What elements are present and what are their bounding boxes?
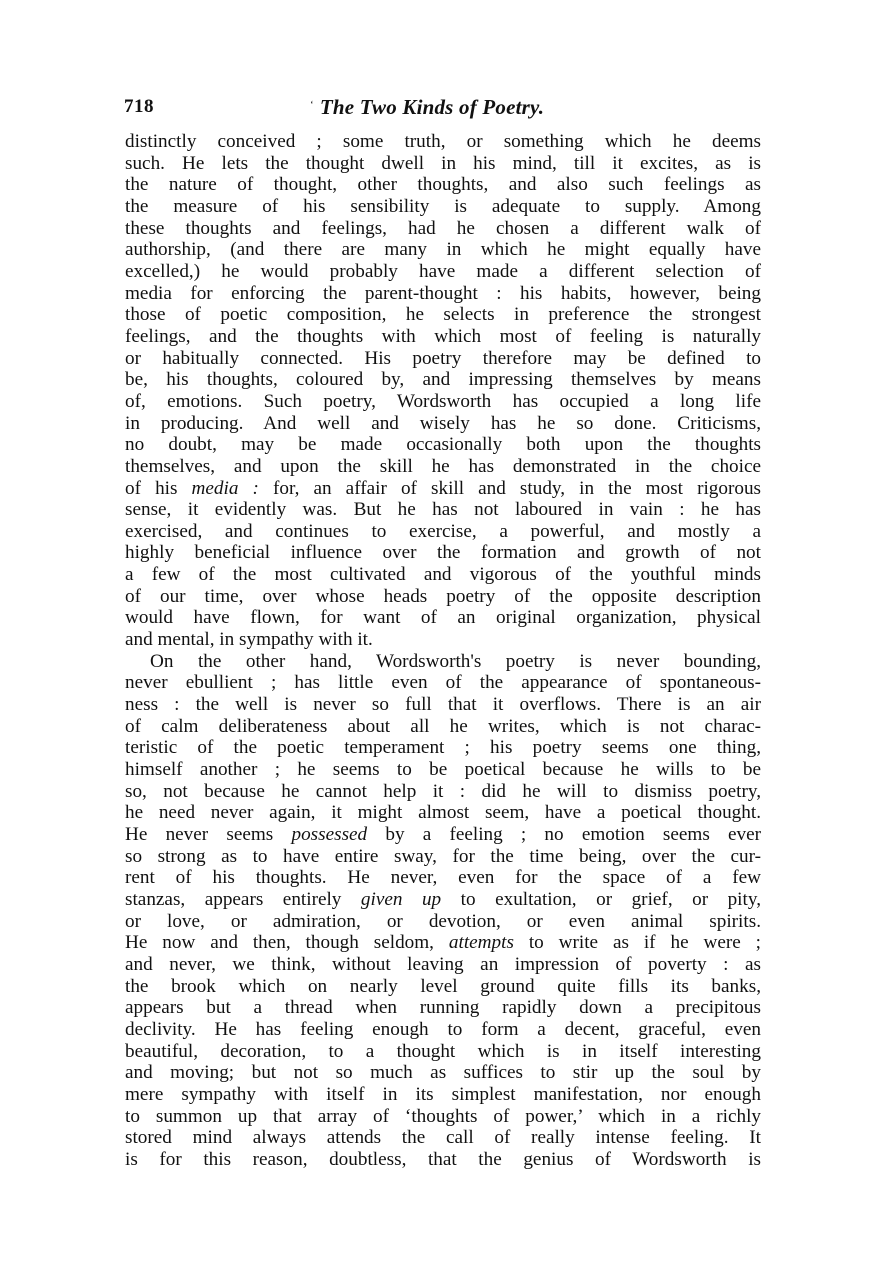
text-line — [125, 737, 761, 759]
text-run: of calm deliberateness about all he writes, which is not charac- — [125, 715, 761, 737]
italic-text: possessed — [291, 824, 368, 845]
paragraph — [125, 651, 761, 1171]
text-line — [125, 889, 761, 911]
body-text — [125, 131, 761, 1171]
text-line — [125, 759, 761, 781]
text-line — [125, 932, 761, 954]
text-line — [125, 672, 761, 694]
text-run: beautiful, decoration, to a thought which is in itself interesting — [125, 1040, 761, 1062]
text-line — [125, 607, 761, 629]
text-run: these thoughts and feelings, had he chosen a different walk of — [125, 217, 761, 239]
text-run: a few of the most cultivated and vigorous of the youthful minds — [125, 564, 761, 586]
text-line — [125, 586, 761, 608]
running-head — [124, 96, 762, 120]
text-run: distinctly conceived ; some truth, or something which he deems — [125, 131, 761, 152]
text-run: the measure of his sensibility is adequate to supply. Among — [125, 195, 761, 217]
text-line — [125, 499, 761, 521]
text-run: mere sympathy with itself in its simplest manifestation, nor enough — [125, 1083, 761, 1105]
text-line — [125, 239, 761, 261]
text-run: and never, we think, without leaving an impression of poverty : as — [125, 953, 761, 975]
text-run: declivity. He has feeling enough to form a decent, graceful, even — [125, 1018, 761, 1040]
text-run: or love, or admiration, or devotion, or even animal spirits. — [125, 910, 761, 932]
text-line — [125, 564, 761, 586]
text-line — [125, 196, 761, 218]
italic-text: given up — [360, 888, 442, 910]
text-line — [125, 348, 761, 370]
text-line — [125, 911, 761, 933]
text-line — [125, 694, 761, 716]
text-run: never ebullient ; has little even of the appearance of spontaneous- — [125, 672, 761, 694]
text-line — [125, 1062, 761, 1084]
text-run: and mental, in sympathy with it. — [125, 629, 373, 651]
text-run: in producing. And well and wisely has he so done. Criticisms, — [125, 412, 761, 434]
text-run: exercised, and continues to exercise, a powerful, and mostly a — [125, 520, 761, 542]
text-run: of his — [125, 477, 192, 499]
text-run: rent of his thoughts. He never, even for the space of a few — [125, 867, 761, 889]
text-run: he need never again, it might almost seem, have a poetical thought. — [125, 802, 761, 824]
text-line — [125, 304, 761, 326]
text-run: to summon up that array of ‘thoughts of power,’ which in a richly — [125, 1105, 761, 1127]
text-run: to write as if he were ; — [513, 932, 761, 954]
paragraph — [125, 131, 761, 651]
text-line — [125, 1084, 761, 1106]
text-line — [125, 261, 761, 283]
text-run: those of poetic composition, he selects in preference the strongest — [125, 304, 761, 326]
text-line — [125, 1106, 761, 1128]
text-run: stanzas, appears entirely — [125, 888, 361, 910]
text-run: media for enforcing the parent-thought : his habits, however, being — [125, 282, 761, 304]
text-line — [125, 153, 761, 175]
text-line — [125, 976, 761, 998]
italic-text: attempts — [448, 932, 514, 954]
text-run: authorship, (and there are many in which he might equally have — [125, 239, 761, 261]
text-run: so strong as to have entire sway, for the time being, over the cur- — [125, 845, 761, 867]
page-number: 718 — [124, 96, 154, 117]
text-line — [125, 997, 761, 1019]
text-run: is for this reason, doubtless, that the genius of Wordsworth is — [125, 1148, 761, 1170]
text-run: teristic of the poetic temperament ; his poetry seems one thing, — [125, 737, 761, 759]
text-run: appears but a thread when running rapidly down a precipitous — [125, 997, 761, 1019]
text-run: the brook which on nearly level ground quite fills its banks, — [125, 975, 761, 997]
text-line — [125, 478, 761, 500]
text-run: highly beneficial influence over the formation and growth of not — [125, 542, 761, 564]
text-line — [125, 716, 761, 738]
text-run: themselves, and upon the skill he has demonstrated in the choice — [125, 455, 761, 477]
text-run: and moving; but not so much as suffices to stir up the soul by — [125, 1062, 761, 1084]
text-run: by a feeling ; no emotion seems ever — [367, 824, 761, 845]
printer-mark: ‘ — [310, 99, 314, 111]
text-run: would have flown, for want of an original organization, physical — [125, 607, 761, 629]
text-line — [125, 1149, 761, 1171]
text-run: himself another ; he seems to be poetical because he wills to be — [125, 759, 761, 781]
text-run: so, not because he cannot help it : did he will to dismiss poetry, — [125, 780, 761, 802]
text-run: of our time, over whose heads poetry of the opposite description — [125, 585, 761, 607]
text-run: ness : the well is never so full that it overflows. There is an air — [125, 694, 761, 716]
text-line — [125, 867, 761, 889]
text-run: the nature of thought, other thoughts, and also such feelings as — [125, 174, 761, 196]
text-run: for, an affair of skill and study, in the most rigorous — [258, 477, 762, 499]
text-line — [125, 629, 761, 651]
text-line — [125, 369, 761, 391]
text-line — [125, 651, 761, 673]
text-run: feelings, and the thoughts with which most of feeling is naturally — [125, 325, 761, 347]
text-run: stored mind always attends the call of really intense feeling. It — [125, 1127, 761, 1149]
text-line — [125, 1041, 761, 1063]
text-line — [125, 542, 761, 564]
text-line — [125, 326, 761, 348]
text-run: no doubt, may be made occasionally both upon the thoughts — [125, 434, 761, 456]
text-line — [125, 802, 761, 824]
text-run: be, his thoughts, coloured by, and impressing themselves by means — [125, 369, 761, 391]
text-line — [125, 456, 761, 478]
text-run: sense, it evidently was. But he has not laboured in vain : he has — [125, 499, 761, 521]
text-line — [125, 846, 761, 868]
running-title — [310, 96, 544, 118]
text-line — [125, 131, 761, 153]
text-line — [125, 174, 761, 196]
text-run: He now and then, though seldom, — [125, 932, 449, 954]
text-line — [125, 283, 761, 305]
text-run: excelled,) he would probably have made a different selection of — [125, 260, 761, 282]
text-run: such. He lets the thought dwell in his mind, till it excites, as is — [125, 152, 761, 174]
italic-text: media : — [191, 477, 259, 499]
text-line — [125, 391, 761, 413]
text-line — [125, 434, 761, 456]
running-title-text: The Two Kinds of Poetry. — [319, 95, 545, 119]
text-line — [125, 218, 761, 240]
text-line — [125, 954, 761, 976]
text-line — [125, 1019, 761, 1041]
text-line — [125, 521, 761, 543]
text-line — [125, 824, 761, 846]
text-run: On the other hand, Wordsworth's poetry is never bounding, — [150, 650, 761, 672]
text-line — [125, 1127, 761, 1149]
text-run: of, emotions. Such poetry, Wordsworth has occupied a long life — [125, 390, 761, 412]
text-run: He never seems — [125, 824, 292, 845]
text-run: or habitually connected. His poetry therefore may be defined to — [125, 347, 761, 369]
text-line — [125, 781, 761, 803]
text-run: to exultation, or grief, or pity, — [441, 888, 761, 910]
text-line — [125, 413, 761, 435]
